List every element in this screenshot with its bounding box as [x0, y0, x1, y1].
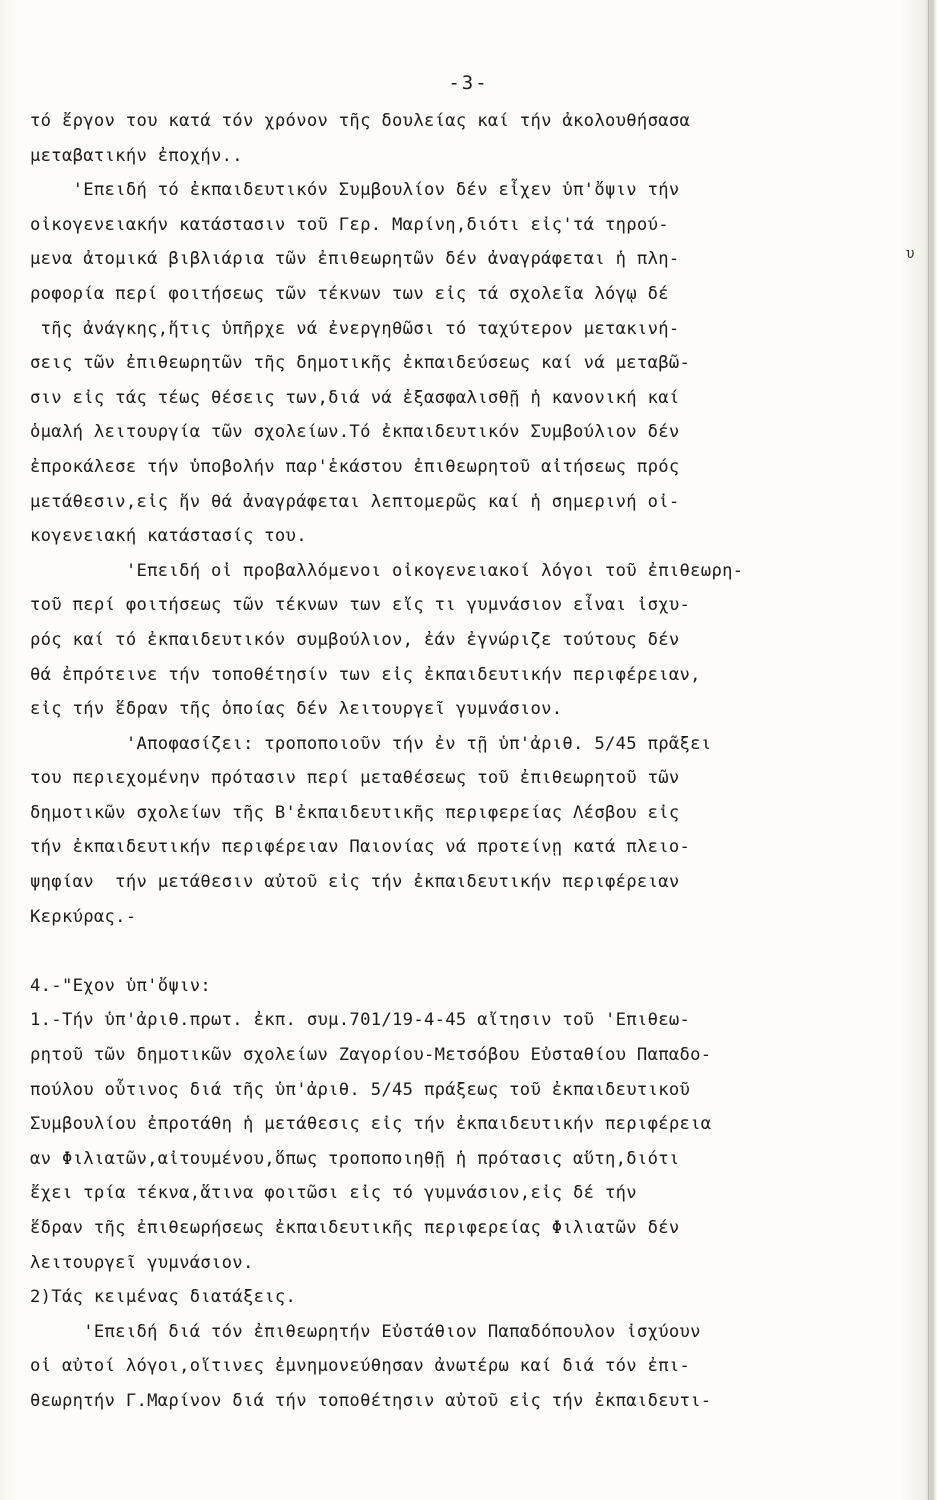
text-line: σιν εἰς τάς τέως θέσεις των,διά νά ἐξασφαλισθῇ ἡ κανονική καί	[30, 387, 680, 408]
text-line: τήν ἐκπαιδευτικήν περιφέρειαν Παιονίας νά προτείνῃ κατά πλειο-	[30, 837, 691, 858]
text-line: ἔχει τρία τέκνα,ἅτινα φοιτῶσι εἰς τό γυμνάσιον,εἰς δέ τήν	[30, 1183, 637, 1204]
text-line: ἕδραν τῆς ἐπιθεωρήσεως ἐκπαιδευτικῆς περιφερείας Φιλιατῶν δέν	[30, 1218, 680, 1238]
typewritten-body	[30, 104, 910, 1419]
text-line: ἐπροκάλεσε τήν ὑποβολήν παρ'ἑκάστου ἐπιθεωρητοῦ αἰτήσεως πρός	[30, 456, 680, 477]
text-line: ρός καί τό ἐκπαιδευτικόν συμβούλιον, ἐάν ἐγνώριζε τούτους δέν	[30, 629, 680, 650]
text-line: αν Φιλιατῶν,αἰτουμένου,ὅπως τροποποιηθῇ ἡ πρότασις αὕτη,διότι	[30, 1148, 680, 1169]
text-line: τοῦ περί φοιτήσεως τῶν τέκνων των εἴς τι γυμνάσιον εἶναι ἰσχυ-	[30, 595, 691, 616]
text-line: 'Αποφασίζει: τροποποιοῦν τήν ἐν τῇ ὑπ'ἀριθ. 5/45 πρᾶξει	[30, 733, 712, 754]
page-number: -3-	[448, 72, 489, 94]
text-line: Κερκύρας.-	[30, 906, 137, 927]
text-line: ὁμαλή λειτουργία τῶν σχολείων.Τό ἐκπαιδευτικόν Συμβούλιον δέν	[30, 422, 680, 443]
text-line: δημοτικῶν σχολείων τῆς Β'ἐκπαιδευτικῆς περιφερείας Λέσβου εἰς	[30, 802, 680, 823]
margin-mark: υ	[906, 246, 915, 262]
text-line: Συμβουλίου ἐπροτάθη ἡ μετάθεσις εἰς τήν ἐκπαιδευτικήν περιφέρεια	[30, 1114, 712, 1135]
text-line: θεωρητήν Γ.Μαρίνον διά τήν τοποθέτησιν αὐτοῦ εἰς τήν ἐκπαιδευτι-	[30, 1390, 712, 1411]
text-line: 1.-Τήν ὑπ'ἀριθ.πρωτ. ἐκπ. συμ.701/19-4-45 αἴτησιν τοῦ 'Επιθεω-	[30, 1010, 691, 1031]
text-line: ψηφίαν τήν μετάθεσιν αὐτοῦ εἰς τήν ἐκπαιδευτικήν περιφέρειαν	[30, 872, 680, 893]
text-line: οἱ αὐτοί λόγοι,οἵτινες ἐμνημονεύθησαν ἀνωτέρω καί διά τόν ἐπι-	[30, 1356, 691, 1377]
text-line: 'Επειδή τό ἐκπαιδευτικόν Συμβουλίον δέν εἶχεν ὑπ'ὄψιν τήν	[30, 180, 680, 201]
text-line: λειτουργεῖ γυμνάσιον.	[30, 1252, 254, 1273]
text-line: 2)Τάς κειμένας διατάξεις.	[30, 1287, 297, 1308]
text-line: κογενειακή κατάστασίς του.	[30, 526, 307, 547]
text-line: τό ἔργον του κατά τόν χρόνον τῆς δουλείας καί τήν ἀκολουθήσασα	[30, 111, 691, 131]
text-line: 'Επειδή διά τόν ἐπιθεωρητήν Εὐστάθιον Παπαδόπουλον ἰσχύουν	[30, 1321, 701, 1342]
text-line: ροφορία περί φοιτήσεως τῶν τέκνων των εἰς τά σχολεῖα λόγῳ δέ	[30, 283, 669, 304]
text-line: πούλου οὗτινος διά τῆς ὑπ'ἀριθ. 5/45 πράξεως τοῦ ἐκπαιδευτικοῦ	[30, 1079, 691, 1100]
text-line: τῆς ἀνάγκης,ἥτις ὑπῆρχε νά ἐνεργηθῶσι τό ταχύτερον μετακινή-	[30, 318, 680, 339]
text-line: ρητοῦ τῶν δημοτικῶν σχολείων Ζαγορίου-Μετσόβου Εὐσταθίου Παπαδο-	[30, 1045, 712, 1066]
text-line: θά ἐπρότεινε τήν τοποθέτησίν των εἰς ἐκπαιδευτικήν περιφέρειαν,	[30, 664, 701, 685]
text-line: σεις τῶν ἐπιθεωρητῶν τῆς δημοτικῆς ἐκπαιδεύσεως καί νά μεταβῶ-	[30, 353, 691, 374]
text-line: 4.-"Εχον ὑπ'ὄψιν:	[30, 975, 212, 996]
text-line: του περιεχομένην πρότασιν περί μεταθέσεως τοῦ ἐπιθεωρητοῦ τῶν	[30, 768, 680, 789]
page-edge-shadow	[928, 0, 929, 1500]
text-line: μετάθεσιν,εἰς ἥν θά ἀναγράφεται λεπτομερῶς καί ἡ σημερινή οἰ-	[30, 491, 680, 512]
text-line: μενα ἀτομικά βιβλιάρια τῶν ἐπιθεωρητῶν δέν ἀναγράφεται ἡ πλη-	[30, 249, 680, 270]
text-line: 'Επειδή οἱ προβαλλόμενοι οἰκογενειακοί λόγοι τοῦ ἐπιθεωρη-	[30, 560, 744, 581]
text-line: εἰς τήν ἕδραν τῆς ὁποίας δέν λειτουργεῖ γυμνάσιον.	[30, 699, 563, 720]
text-line: μεταβατικήν ἐποχήν..	[30, 145, 243, 166]
blank-line	[30, 934, 910, 969]
text-line: οἰκογενειακήν κατάστασιν τοῦ Γερ. Μαρίνη,διότι εἰς'τά τηρού-	[30, 214, 669, 235]
